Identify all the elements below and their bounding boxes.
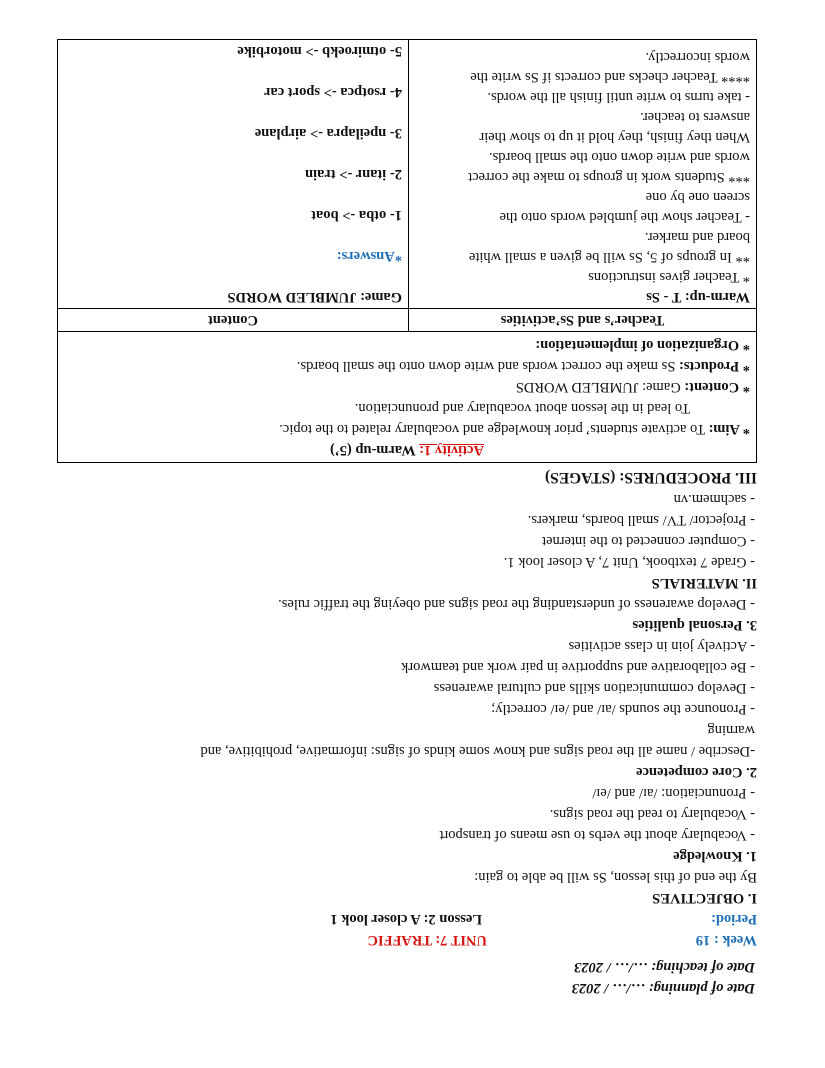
answers-label: *Answers:: [336, 248, 402, 264]
activity-intro: [58, 332, 756, 439]
answer-item: 4- rsotpca -> sport car: [264, 84, 402, 100]
activity-line: - Teacher show the jumbled words onto the: [499, 209, 750, 225]
table-header-row: [58, 309, 756, 332]
core-item: - Pronounce the sounds /aɪ/ and /eɪ/ correctly;: [491, 701, 755, 717]
materials-item: - Computer connected to the internet: [542, 533, 755, 549]
content-text: Game: JUMBLED WORDS: [515, 379, 685, 395]
knowledge-item: - Pronunciation: /aɪ/ and /eɪ/: [592, 785, 755, 801]
organization-label: * Organization of implementation:: [535, 337, 750, 353]
personal-item: - Develop awareness of understanding the road signs and obeying the traffic rules.: [278, 596, 755, 612]
personal-qualities-heading: 3. Personal qualities: [632, 617, 757, 633]
activity-label: Activity 1:: [419, 442, 484, 458]
objectives-intro: By the end of this lesson, Ss will be able to gain:: [474, 869, 757, 885]
core-item: - Develop communication skills and cultural awareness: [433, 680, 755, 696]
game-label: Game: JUMBLED WORDS: [227, 289, 402, 305]
activities-cell: [409, 40, 757, 309]
activity-table: [58, 40, 756, 332]
products-text: Ss make the correct words and write down onto the small boards.: [296, 358, 679, 374]
aim-text: To activate students’ prior knowledge and vocabulary related to the topic.: [279, 421, 709, 437]
procedures-heading: III. PROCEDURES: (STAGES): [544, 469, 757, 486]
unit-title: UNIT 7: TRAFFIC: [367, 932, 487, 948]
core-item: warning: [707, 722, 755, 738]
materials-item: - Projector/ TV/ small boards, markers.: [527, 512, 755, 528]
warmup-label: Warm-up: T - Ss: [646, 289, 750, 305]
core-item: - Be collaborative and supportive in pair work and teamwork: [401, 659, 755, 675]
core-competence-heading: 2. Core competence: [636, 764, 757, 780]
activity-line: board and marker.: [644, 229, 750, 245]
answer-item: 3- npeilapra -> airplane: [254, 125, 402, 141]
answer-item: 5- otmiroekb -> motorbike: [237, 43, 402, 59]
activity-title: [58, 439, 756, 462]
table-row: [58, 40, 756, 309]
date-of-planning: Date of planning: …/… / 2023: [571, 980, 755, 996]
activity-line: answers to teacher.: [640, 109, 750, 125]
lesson-plan: [57, 39, 757, 998]
activity-line: When they finish, they hold it up to show their: [479, 129, 750, 145]
lesson-row: [57, 908, 757, 929]
products-label: * Products:: [678, 358, 750, 374]
content-cell: [58, 40, 409, 309]
col-header-content: Content: [58, 309, 409, 332]
date-of-teaching: Date of teaching: …/… / 2023: [574, 959, 755, 975]
col-header-activities: Teacher’s and Ss’activities: [409, 309, 757, 332]
core-item: -Describe / name all the road signs and know some kinds of signs: informative, prohibitive, and: [200, 743, 755, 759]
activity-line: **** Teacher checks and corrects if Ss write the: [470, 69, 750, 85]
materials-item: - sachmem.vn: [673, 491, 755, 507]
lesson-title: Lesson 2: A closer look 1: [330, 911, 482, 927]
answer-item: 2- itanr -> train: [305, 166, 402, 182]
content-label: * Content:: [684, 379, 750, 395]
activity-line: - take turns to write until finish all the words.: [487, 89, 750, 105]
activity-name: Warm-up (5’): [330, 442, 420, 458]
activity-line: screen one by one: [645, 189, 750, 205]
period-label: Period:: [711, 911, 757, 927]
aim-label: * Aim:: [708, 421, 750, 437]
knowledge-item: - Vocabulary to read the road signs.: [549, 806, 755, 822]
header: [57, 929, 757, 950]
core-item: - Actively join in class activities: [568, 638, 755, 654]
objectives-heading: I. OBJECTIVES: [652, 890, 757, 906]
answer-item: 1- otba -> boat: [311, 207, 402, 223]
activity-line: words incorrectly.: [645, 49, 750, 65]
week-label: Week : 19: [695, 932, 757, 948]
materials-heading: II. MATERIALS: [651, 575, 757, 591]
date-block: [57, 956, 755, 998]
activity-line: *** Students work in groups to make the correct: [468, 169, 750, 185]
knowledge-heading: 1. Knowledge: [673, 848, 757, 864]
aim-text-2: To lead in the lesson about vocabulary and pronunciation.: [354, 400, 690, 416]
knowledge-item: - Vocabulary about the verbs to use means of transport: [439, 827, 755, 843]
activity-line: words and write down onto the small boards.: [489, 149, 750, 165]
activity-box: [57, 39, 757, 463]
activity-line: * Teacher gives instructions: [588, 269, 750, 285]
materials-item: - Grade 7 textbook, Unit 7, A closer look 1.: [503, 554, 755, 570]
activity-line: ** In groups of 5, Ss will be given a small white: [468, 249, 750, 265]
